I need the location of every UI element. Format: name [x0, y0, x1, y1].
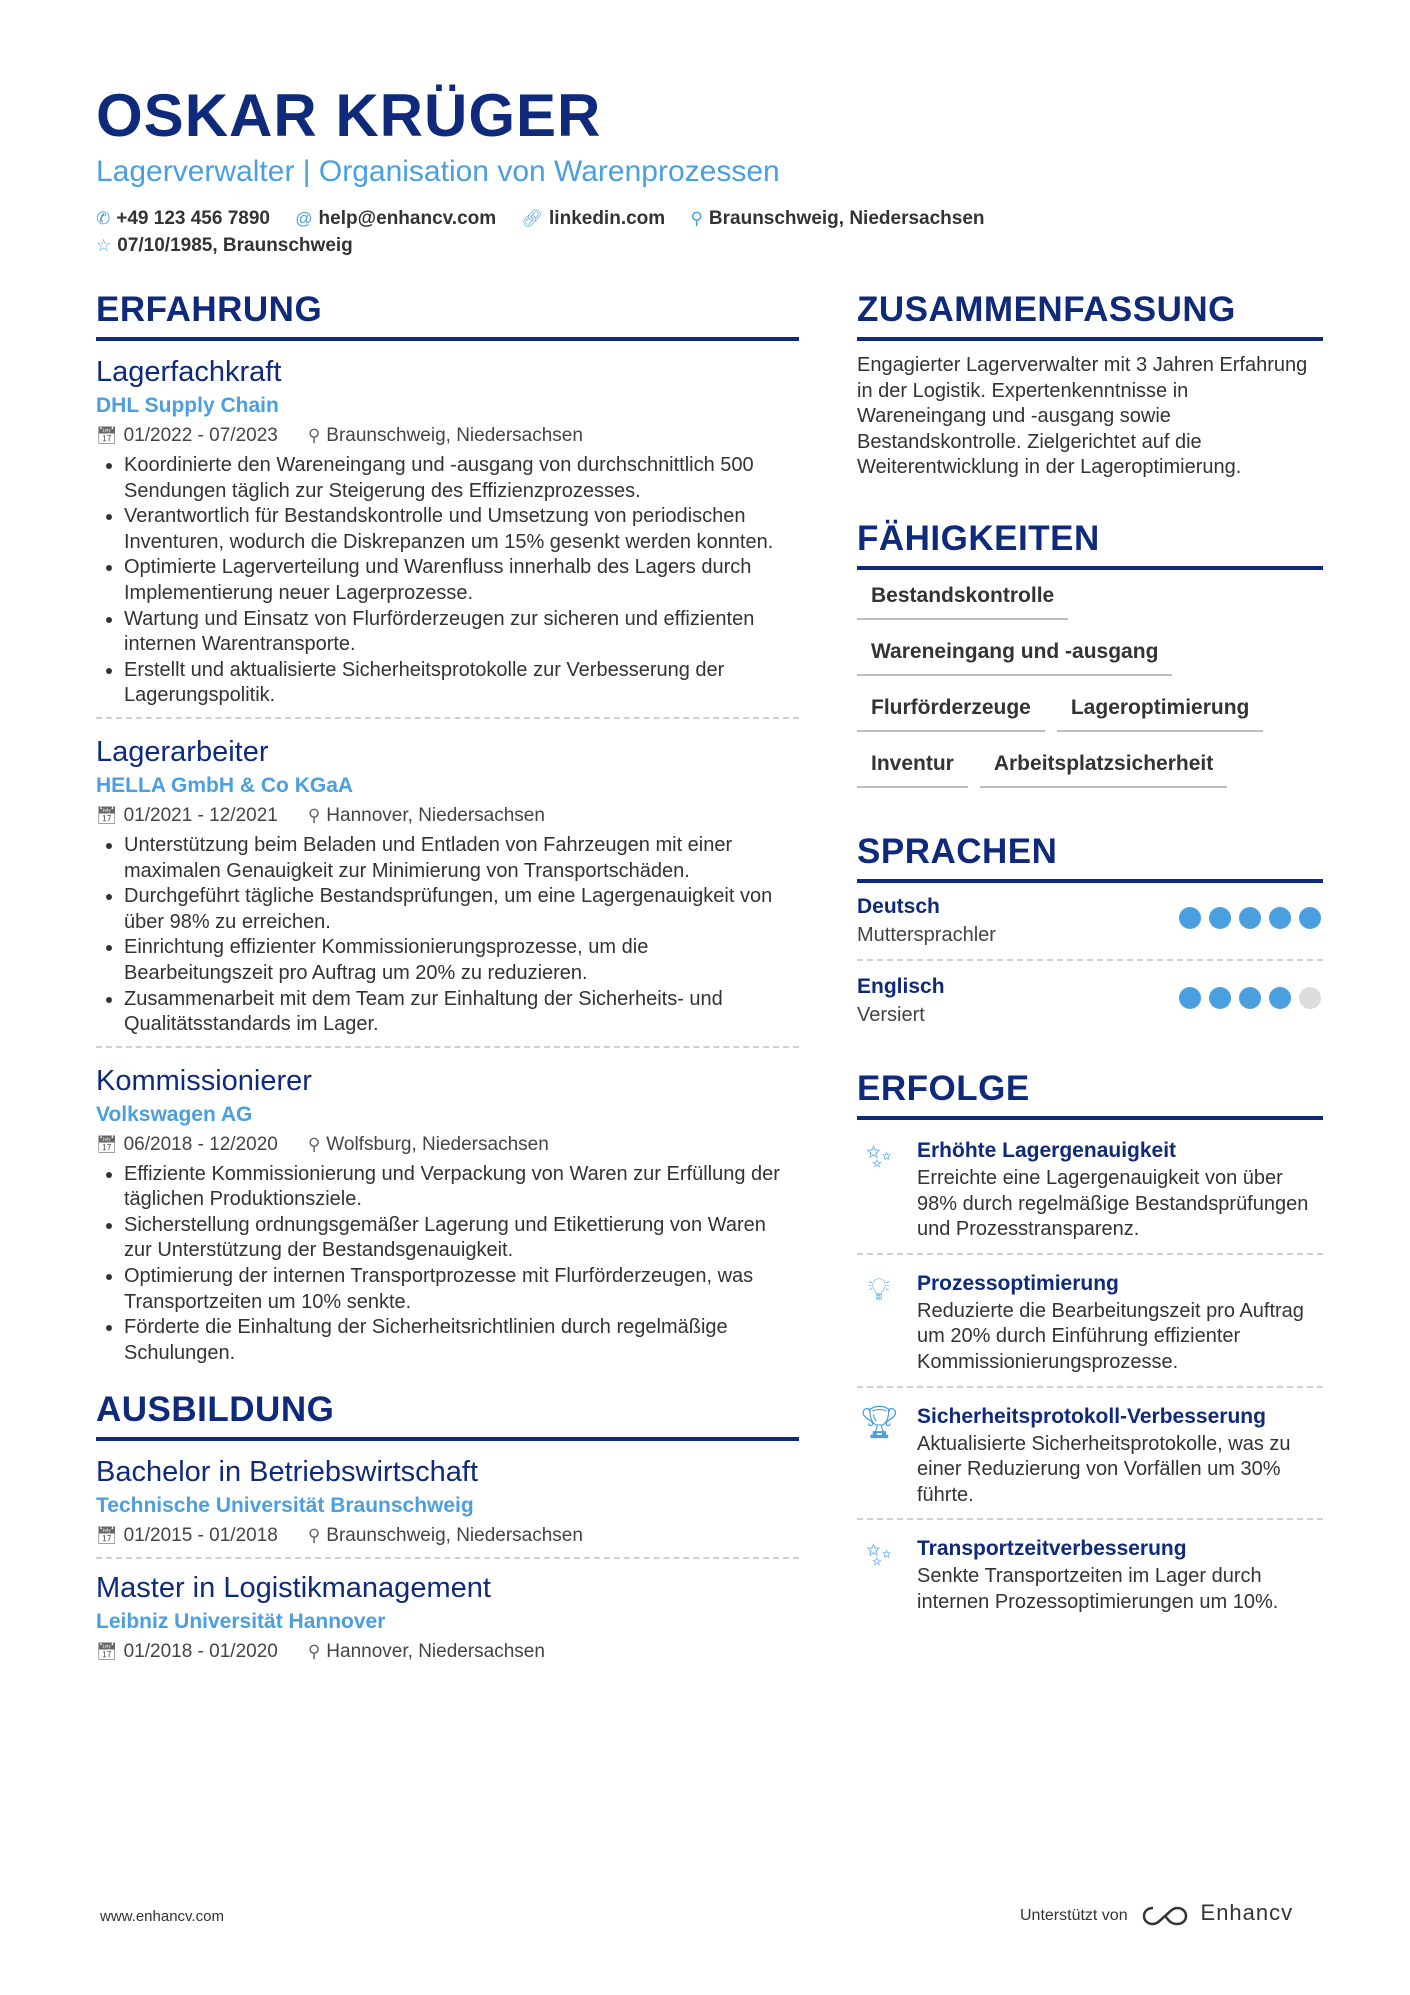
skills-heading: FÄHIGKEITEN [857, 517, 1323, 570]
date-range [96, 1134, 278, 1155]
bullet-item: • Koordinierte den Wareneingang und -ausgang von durchschnittlich 500 Sendungen täglich zur Steigerung des Effizienzprozesses. [124, 453, 799, 504]
language-rating [1171, 987, 1321, 1014]
job-entry [96, 733, 799, 1048]
location-text: Hannover, Niedersachsen [326, 1641, 545, 1663]
rating-dot-filled [1239, 987, 1261, 1009]
company-name[interactable]: DHL Supply Chain [96, 394, 279, 417]
bullet-item: • Effiziente Kommissionierung und Verpackung von Waren zur Erfüllung der täglichen Produktionsziele. [124, 1162, 799, 1213]
date-text: 01/2022 - 07/2023 [123, 425, 278, 446]
location [308, 425, 583, 446]
language-rating [1171, 907, 1321, 934]
achievement-title: Transportzeitverbesserung [917, 1537, 1187, 1561]
skill-tag: Flurförderzeuge [857, 690, 1045, 732]
contact-email[interactable]: @ help@enhancv.com [295, 208, 497, 229]
achievement-entry [857, 1132, 1323, 1255]
lightbulb-icon: 💡︎ [867, 1270, 891, 1307]
experience-list [96, 353, 799, 1374]
achievement-entry [857, 1398, 1323, 1521]
company-name[interactable]: HELLA GmbH & Co KGaA [96, 773, 354, 797]
company-name[interactable]: Volkswagen AG [96, 1102, 253, 1126]
location [308, 1134, 549, 1155]
location [308, 1641, 545, 1662]
achievement-title: Erhöhte Lagergenauigkeit [917, 1138, 1177, 1162]
map-pin-icon: ⚲ [307, 1134, 321, 1154]
location-text: Wolfsburg, Niedersachsen [326, 1133, 549, 1155]
calendar-icon: 📅︎ [96, 1642, 118, 1662]
footer-website[interactable]: www.enhancv.com [100, 1908, 224, 1925]
bullet-item: • Wartung und Einsatz von Flurförderzeugen zur sicheren und effizienten internen Warentransporte. [124, 607, 799, 658]
bullet-item: • Sicherstellung ordnungsgemäßer Lagerung und Etikettierung von Waren zur Unterstützung der Bestandsgenauigkeit. [124, 1213, 799, 1264]
job-entry [96, 1062, 799, 1375]
education-entry [96, 1453, 799, 1559]
language-level: Muttersprachler [857, 923, 996, 946]
school-name[interactable]: Technische Universität Braunschweig [96, 1494, 474, 1518]
bullet-item: • Förderte die Einhaltung der Sicherheitsrichtlinien durch regelmäßige Schulungen. [124, 1315, 799, 1366]
meta-row [96, 1521, 799, 1551]
date-range [96, 425, 278, 446]
rating-dot-filled [1179, 907, 1201, 929]
rating-dot-empty [1299, 987, 1321, 1009]
date-text: 01/2021 - 12/2021 [123, 804, 278, 826]
skill-tag: Wareneingang und -ausgang [857, 634, 1172, 676]
skill-tag: Inventur [857, 746, 968, 788]
skill-tag: Bestandskontrolle [857, 578, 1068, 620]
contact-linkedin[interactable]: 🔗︎ linkedin.com [521, 208, 666, 229]
footer-brand: Enhancv [1200, 1900, 1294, 1925]
languages-heading: SPRACHEN [857, 830, 1323, 883]
job-entry [96, 353, 799, 719]
candidate-subtitle: Lagerverwalter | Organisation von Warenprozessen [96, 155, 780, 188]
calendar-icon: 📅︎ [96, 1134, 118, 1154]
map-pin-icon: ⚲ [307, 805, 321, 825]
map-pin-icon: ⚲ [690, 209, 703, 228]
achievements-list [857, 1132, 1323, 1626]
job-title: Lagerfachkraft [96, 356, 282, 388]
school-name[interactable]: Leibniz Universität Hannover [96, 1610, 386, 1634]
job-bullets [96, 1162, 799, 1367]
contact-birth: ☆ 07/10/1985, Braunschweig [96, 235, 353, 256]
contact-info [96, 205, 1296, 259]
degree-title: Bachelor in Betriebswirtschaft [96, 1456, 478, 1489]
location [308, 1525, 583, 1546]
map-pin-icon: ⚲ [307, 1526, 321, 1546]
bullet-item: • Optimierung der internen Transportprozesse mit Flurförderzeugen, was Transportzeiten um 10% senkte. [124, 1264, 799, 1315]
date-text: 01/2018 - 01/2020 [123, 1641, 278, 1663]
education-heading: AUSBILDUNG [96, 1388, 799, 1441]
enhancv-logo-icon [1142, 1905, 1188, 1927]
bullet-item: • Verantwortlich für Bestandskontrolle und Umsetzung von periodischen Inventuren, wodurch die Diskrepanzen um 15% gesenkt werden konnten. [124, 504, 799, 555]
language-entry [857, 889, 1323, 961]
degree-title: Master in Logistikmanagement [96, 1572, 491, 1605]
calendar-icon: 📅︎ [96, 805, 118, 825]
skill-tag: Arbeitsplatzsicherheit [980, 746, 1227, 788]
languages-list [857, 889, 1323, 1039]
meta-row [96, 801, 799, 831]
date-text: 01/2015 - 01/2018 [123, 1525, 278, 1547]
date-range [96, 1525, 278, 1546]
bullet-item: • Einrichtung effizienter Kommissionierungsprozesse, um die Bearbeitungszeit pro Auftrag um 20% zu reduzieren. [124, 935, 799, 986]
trophy-icon: 🏆︎ [859, 1403, 900, 1440]
language-name: Englisch [857, 974, 945, 998]
rating-dot-filled [1299, 907, 1321, 929]
footer-powered-by: Unterstützt von [1020, 1907, 1128, 1924]
rating-dot-filled [1179, 987, 1201, 1009]
phone-icon: ✆ [96, 209, 111, 228]
language-name: Deutsch [857, 894, 940, 918]
achievements-heading: ERFOLGE [857, 1067, 1323, 1120]
job-title: Lagerarbeiter [96, 735, 269, 768]
calendar-icon: 📅︎ [96, 426, 118, 445]
achievement-entry [857, 1265, 1323, 1388]
skills-list [857, 578, 1323, 802]
bullet-item: • Unterstützung beim Beladen und Entladen von Fahrzeugen mit einer maximalen Genauigkeit zur Minimierung von Transportschäden. [124, 833, 799, 884]
location-text: Hannover, Niedersachsen [326, 804, 545, 826]
bullet-item: • Erstellt und aktualisierte Sicherheitsprotokolle zur Verbesserung der Lagerungspolitik. [124, 658, 799, 709]
achievement-entry [857, 1530, 1323, 1625]
contact-phone[interactable]: ✆ +49 123 456 7890 [96, 208, 270, 229]
link-icon: 🔗︎ [521, 209, 544, 228]
job-title: Kommissionierer [96, 1064, 312, 1097]
rating-dot-filled [1209, 987, 1231, 1009]
magic-wand-icon: ✨︎ [865, 1536, 893, 1573]
star-icon: ☆ [96, 236, 112, 255]
job-bullets [96, 833, 799, 1038]
calendar-icon: 📅︎ [96, 1526, 118, 1546]
location-text: Braunschweig, Niedersachsen [326, 425, 583, 446]
left-column [96, 288, 799, 1683]
date-text: 06/2018 - 12/2020 [123, 1133, 278, 1155]
language-entry [857, 969, 1323, 1039]
achievement-description: Senkte Transportzeiten im Lager durch internen Prozessoptimierungen um 10%. [917, 1565, 1279, 1613]
right-column [857, 288, 1323, 1636]
education-entry [96, 1569, 799, 1673]
language-level: Versiert [857, 1003, 925, 1026]
achievement-title: Sicherheitsprotokoll-Verbesserung [917, 1404, 1266, 1428]
at-icon: @ [295, 209, 313, 228]
candidate-name: OSKAR KRÜGER [96, 82, 602, 149]
meta-row [96, 421, 799, 451]
date-range [96, 1641, 278, 1662]
bullet-item: • Zusammenarbeit mit dem Team zur Einhaltung der Sicherheits- und Qualitätsstandards im Lager. [124, 987, 799, 1038]
rating-dot-filled [1269, 987, 1291, 1009]
bullet-item: • Durchgeführt tägliche Bestandsprüfungen, um eine Lagergenauigkeit von über 98% zu erreichen. [124, 884, 799, 935]
date-range [96, 805, 278, 826]
rating-dot-filled [1239, 907, 1261, 929]
meta-row [96, 1130, 799, 1160]
map-pin-icon: ⚲ [307, 426, 321, 445]
summary-heading: ZUSAMMENFASSUNG [857, 288, 1323, 341]
skill-tag: Lageroptimierung [1057, 690, 1264, 732]
education-list [96, 1453, 799, 1673]
meta-row [96, 1637, 799, 1667]
achievement-description: Erreichte eine Lagergenauigkeit von über 98% durch regelmäßige Bestandsprüfungen und Prozesstransparenz. [917, 1166, 1309, 1241]
magic-wand-icon: ✨︎ [865, 1137, 893, 1174]
job-bullets [96, 453, 799, 709]
map-pin-icon: ⚲ [307, 1642, 321, 1662]
achievement-description: Aktualisierte Sicherheitsprotokolle, was zu einer Reduzierung von Vorfällen um 30% führte. [917, 1432, 1291, 1506]
rating-dot-filled [1209, 907, 1231, 929]
achievement-title: Prozessoptimierung [917, 1271, 1119, 1295]
rating-dot-filled [1269, 907, 1291, 929]
location-text: Braunschweig, Niedersachsen [326, 1525, 583, 1547]
contact-location: ⚲ Braunschweig, Niedersachsen [690, 208, 985, 229]
location [308, 805, 545, 826]
experience-heading: ERFAHRUNG [96, 288, 799, 341]
achievement-description: Reduzierte die Bearbeitungszeit pro Auftrag um 20% durch Einführung effizienter Kommissionierungsprozesse. [917, 1299, 1304, 1373]
summary-text: Engagierter Lagerverwalter mit 3 Jahren Erfahrung in der Logistik. Expertenkenntnisse in Wareneingang und -ausgang sowie Bestandskontrolle. Zielgerichtet auf die Weiterentwicklung in der Lageroptimierung. [857, 354, 1308, 479]
bullet-item: • Optimierte Lagerverteilung und Warenfluss innerhalb des Lagers durch Implementierung neuer Lagerprozesse. [124, 555, 799, 606]
footer-branding [1020, 1900, 1293, 1927]
